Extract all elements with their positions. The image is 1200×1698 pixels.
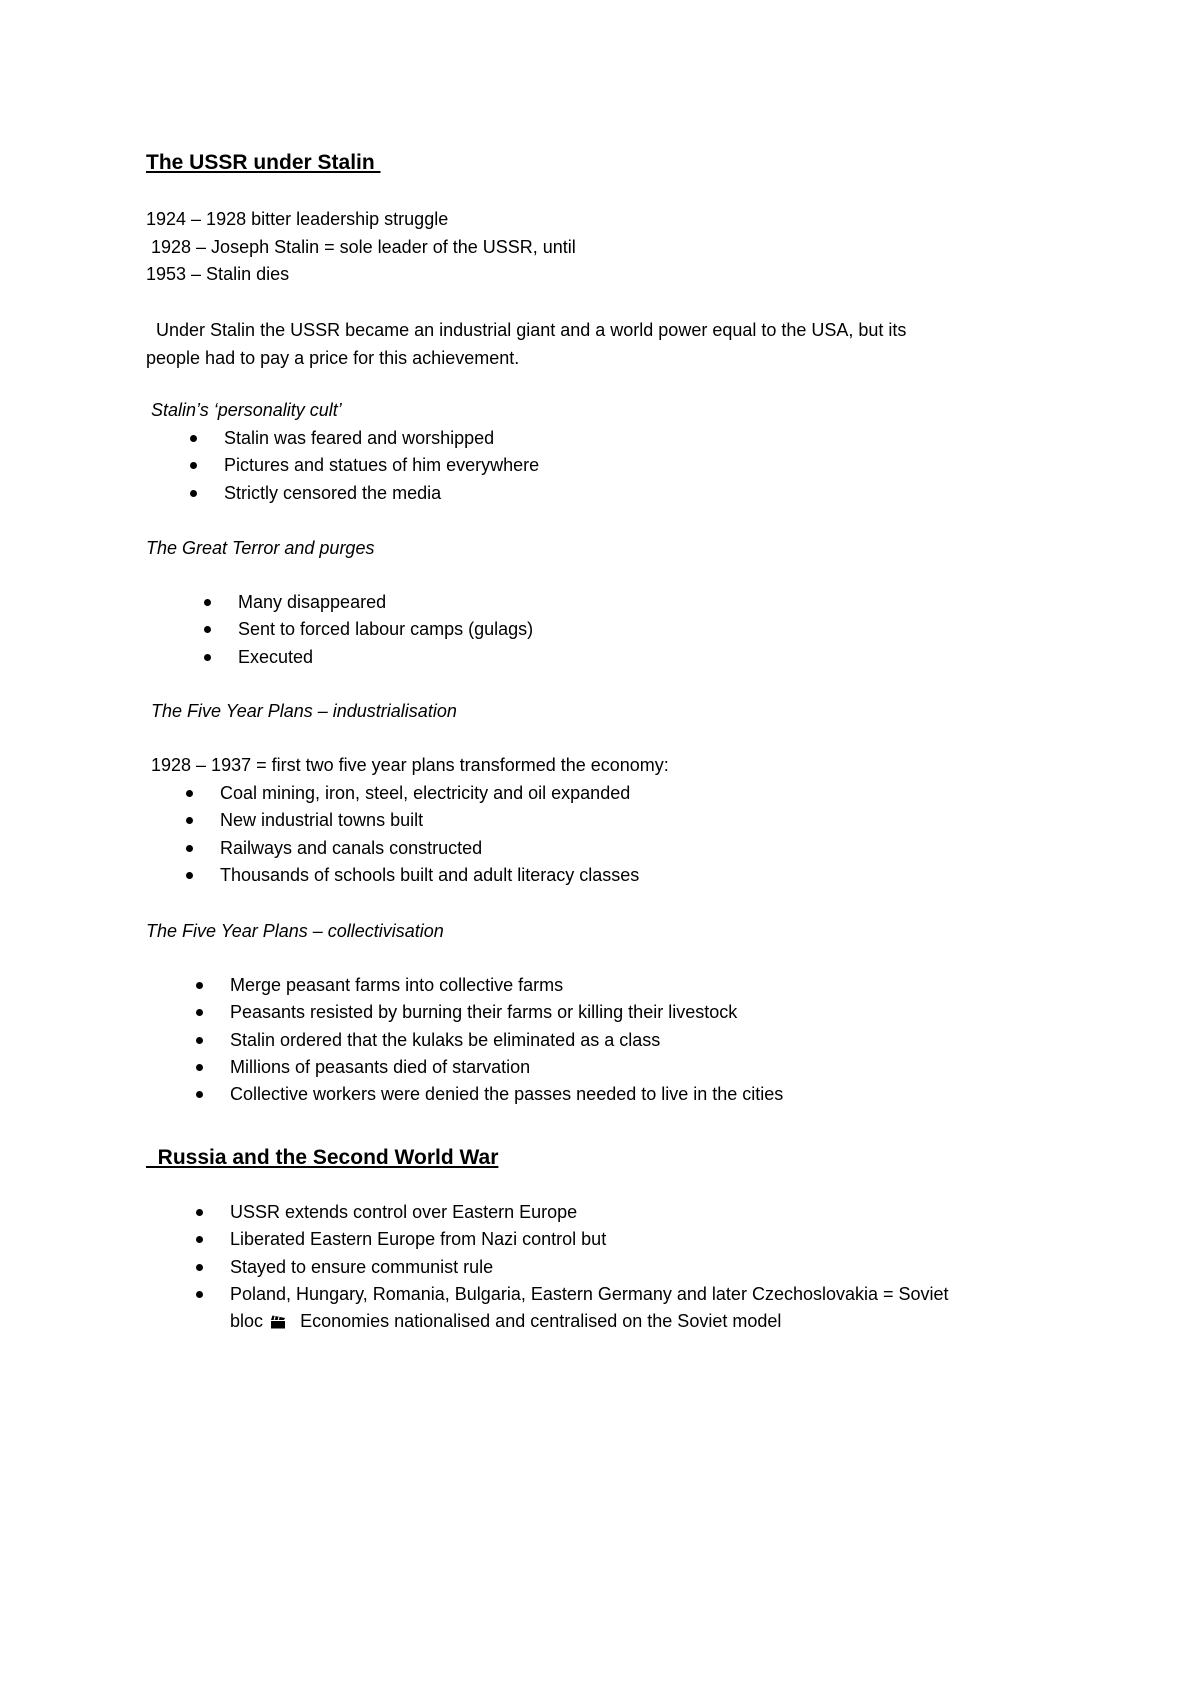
personality-cult-list <box>190 425 539 507</box>
list-item: Pictures and statues of him everywhere <box>190 452 539 479</box>
list-item: Sent to forced labour camps (gulags) <box>204 616 533 643</box>
timeline-line-2: 1928 – Joseph Stalin = sole leader of the USSR, until <box>146 237 576 257</box>
bullet-icon <box>186 845 193 852</box>
ww2-heading: Russia and the Second World War <box>146 1146 499 1169</box>
collectivisation-list <box>196 972 783 1108</box>
list-item: Strictly censored the media <box>190 480 539 507</box>
bullet-icon <box>196 982 203 989</box>
bullet-icon <box>190 435 197 442</box>
ww2-last-item-bloc: bloc <box>230 1311 264 1332</box>
list-item: Peasants resisted by burning their farms or killing their livestock <box>196 999 783 1026</box>
bullet-icon <box>204 654 211 661</box>
ww2-last-item-line-2: Economies nationalised and centralised on the Soviet model <box>295 1311 782 1332</box>
list-item: Stalin was feared and worshipped <box>190 425 539 452</box>
list-item: Millions of peasants died of starvation <box>196 1054 783 1081</box>
timeline-line-3: 1953 – Stalin dies <box>146 264 290 284</box>
bullet-icon <box>196 1291 203 1298</box>
list-item: Executed <box>204 644 533 671</box>
bullet-icon <box>196 1264 203 1271</box>
section-heading-industrialisation: The Five Year Plans – industrialisation <box>146 701 457 721</box>
ww2-last-item-line-1: Poland, Hungary, Romania, Bulgaria, Eastern Germany and later Czechoslovakia = Soviet <box>230 1283 949 1304</box>
bullet-icon <box>190 490 197 497</box>
bullet-icon <box>186 817 193 824</box>
list-item: Many disappeared <box>204 589 533 616</box>
bullet-icon <box>186 790 193 797</box>
list-item: USSR extends control over Eastern Europe <box>196 1199 1056 1226</box>
section-heading-collectivisation: The Five Year Plans – collectivisation <box>146 921 444 941</box>
section-heading-personality-cult: Stalin’s ‘personality cult’ <box>146 400 342 420</box>
bullet-icon <box>196 1091 203 1098</box>
list-item: Stayed to ensure communist rule <box>196 1254 1056 1281</box>
list-item <box>196 1281 1056 1336</box>
industrialisation-list <box>186 780 639 889</box>
bullet-icon <box>190 462 197 469</box>
list-item: Collective workers were denied the passes needed to live in the cities <box>196 1081 783 1108</box>
list-item: Stalin ordered that the kulaks be eliminated as a class <box>196 1027 783 1054</box>
page-title: The USSR under Stalin <box>146 151 381 174</box>
list-item: Liberated Eastern Europe from Nazi control but <box>196 1226 1056 1253</box>
list-item: New industrial towns built <box>186 807 639 834</box>
section-heading-great-terror: The Great Terror and purges <box>146 538 375 558</box>
bullet-icon <box>196 1064 203 1071</box>
great-terror-list <box>204 589 533 671</box>
bullet-icon <box>196 1236 203 1243</box>
list-item: Merge peasant farms into collective farms <box>196 972 783 999</box>
timeline-line-1: 1924 – 1928 bitter leadership struggle <box>146 209 449 229</box>
bullet-icon <box>186 872 193 879</box>
bullet-icon <box>196 1209 203 1216</box>
list-item: Thousands of schools built and adult literacy classes <box>186 862 639 889</box>
ww2-list <box>196 1199 1056 1335</box>
list-item: Coal mining, iron, steel, electricity and oil expanded <box>186 780 639 807</box>
bullet-icon <box>196 1009 203 1016</box>
industrialisation-lead: 1928 – 1937 = first two five year plans transformed the economy: <box>146 755 669 775</box>
intro-paragraph: Under Stalin the USSR became an industrial giant and a world power equal to the USA, but its people had to pay a price for this achievement. <box>146 320 907 368</box>
bullet-icon <box>204 626 211 633</box>
list-item: Railways and canals constructed <box>186 835 639 862</box>
clapperboard-icon <box>270 1315 286 1329</box>
bullet-icon <box>196 1037 203 1044</box>
bullet-icon <box>204 599 211 606</box>
